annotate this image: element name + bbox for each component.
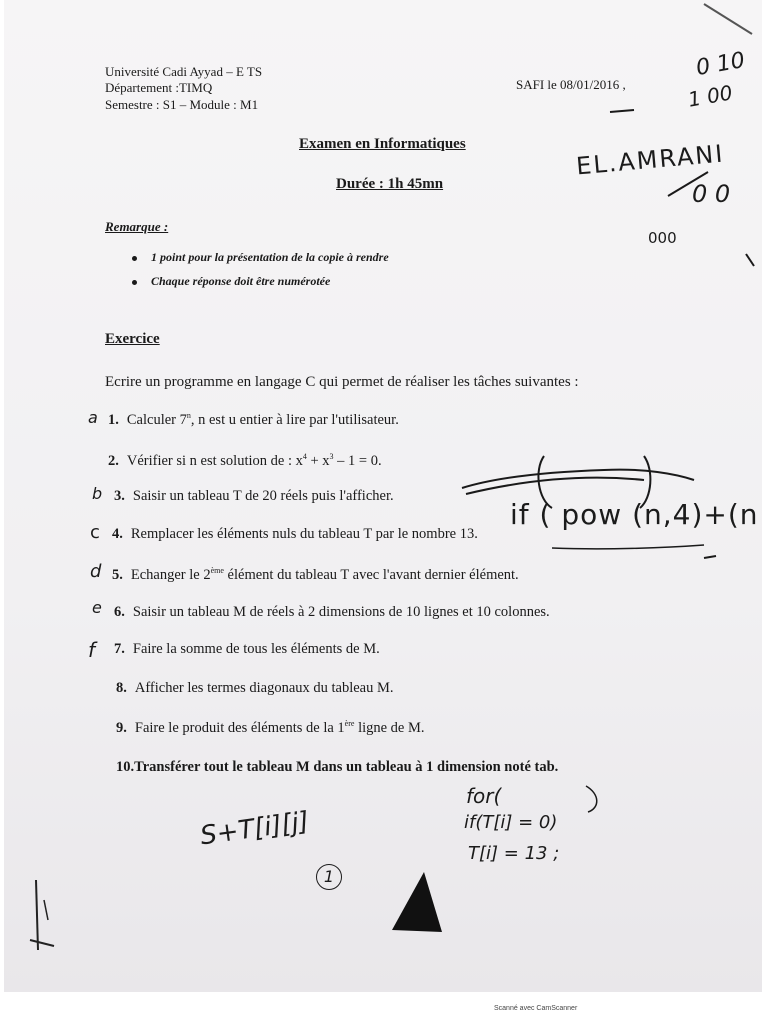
edge-mark bbox=[36, 880, 38, 950]
ink-blot bbox=[392, 872, 442, 932]
pen-stroke bbox=[704, 556, 716, 558]
edge-mark bbox=[30, 940, 54, 946]
remark-item: 1 point pour la présentation de la copie à rendre bbox=[132, 250, 389, 265]
handwritten-letter-c: c bbox=[90, 522, 100, 543]
handwritten-name: EL.AMRANI bbox=[575, 139, 726, 181]
place-date: SAFI le 08/01/2016 , bbox=[516, 77, 626, 92]
pen-stroke bbox=[586, 786, 597, 812]
question-5: 5. Echanger le 2ème élément du tableau T avec l'avant dernier élément. bbox=[112, 566, 519, 583]
handwritten-score-top: 0 10 bbox=[694, 47, 747, 82]
question-8: 8. Afficher les termes diagonaux du tableau M. bbox=[116, 680, 394, 696]
handwritten-circled-number: 1 bbox=[316, 864, 342, 890]
department-line: Département :TIMQ bbox=[105, 80, 213, 95]
semester-line: Semestre : S1 – Module : M1 bbox=[105, 97, 259, 112]
pen-stroke bbox=[610, 110, 634, 112]
handwritten-code-sum: S+T[i][j] bbox=[198, 806, 311, 852]
question-9: 9. Faire le produit des éléments de la 1ère ligne de M. bbox=[116, 719, 425, 736]
handwritten-code-for: for( bbox=[466, 784, 502, 808]
edge-mark bbox=[44, 900, 48, 920]
pen-stroke bbox=[552, 545, 704, 549]
exam-sheet bbox=[4, 0, 762, 992]
question-2: 2. Vérifier si n est solution de : $x^4 + x^3 - 1 = 0$. bbox=[108, 452, 382, 469]
exam-title: Examen en Informatiques bbox=[299, 136, 466, 152]
question-10: 10.Transférer tout le tableau M dans un tableau à 1 dimension noté tab. bbox=[116, 759, 559, 775]
question-6: 6. Saisir un tableau M de réels à 2 dimensions de 10 lignes et 10 colonnes. bbox=[114, 604, 550, 620]
handwritten-letter-b: b bbox=[92, 484, 103, 503]
remarks-title: Remarque : bbox=[105, 219, 169, 234]
handwritten-code-assign: T[i] = 13 ; bbox=[468, 843, 560, 864]
handwritten-score-mid: 1 00 bbox=[686, 80, 735, 112]
pen-marks-layer bbox=[4, 0, 762, 992]
exercise-intro: Ecrire un programme en langage C qui permet de réaliser les tâches suivantes : bbox=[105, 374, 579, 390]
scanner-watermark: Scanné avec CamScanner bbox=[494, 1005, 578, 1012]
question-3: 3. Saisir un tableau T de 20 réels puis l'afficher. bbox=[114, 488, 394, 504]
handwritten-score-right: 0 0 bbox=[692, 180, 731, 208]
handwritten-letter-d: d bbox=[90, 561, 102, 582]
question-4: 4. Remplacer les éléments nuls du tableau T par le nombre 13. bbox=[112, 526, 478, 542]
handwritten-zeros: 000 bbox=[648, 229, 677, 247]
edge-mark bbox=[704, 4, 752, 34]
remark-item: Chaque réponse doit être numérotée bbox=[132, 274, 330, 289]
question-1: 1. Calculer 7$^n$, n est u entier à lire par l'utilisateur. bbox=[108, 411, 399, 428]
handwritten-letter-a: a bbox=[88, 408, 98, 427]
handwritten-code-if2: if(T[i] = 0) bbox=[464, 812, 558, 833]
exercise-title: Exercice bbox=[105, 331, 160, 347]
exam-duration: Durée : 1h 45mn bbox=[336, 176, 444, 192]
university-line: Université Cadi Ayyad – E TS bbox=[105, 64, 263, 79]
handwritten-letter-f: f bbox=[88, 638, 96, 662]
question-7: 7. Faire la somme de tous les éléments de M. bbox=[114, 641, 380, 657]
paren-stroke bbox=[640, 456, 650, 508]
paren-stroke bbox=[538, 456, 552, 508]
pen-stroke bbox=[746, 254, 754, 266]
pen-stroke bbox=[668, 172, 708, 196]
handwritten-code-if: if ( pow (n,4)+(n bbox=[510, 498, 759, 531]
handwritten-letter-e: e bbox=[92, 598, 102, 617]
